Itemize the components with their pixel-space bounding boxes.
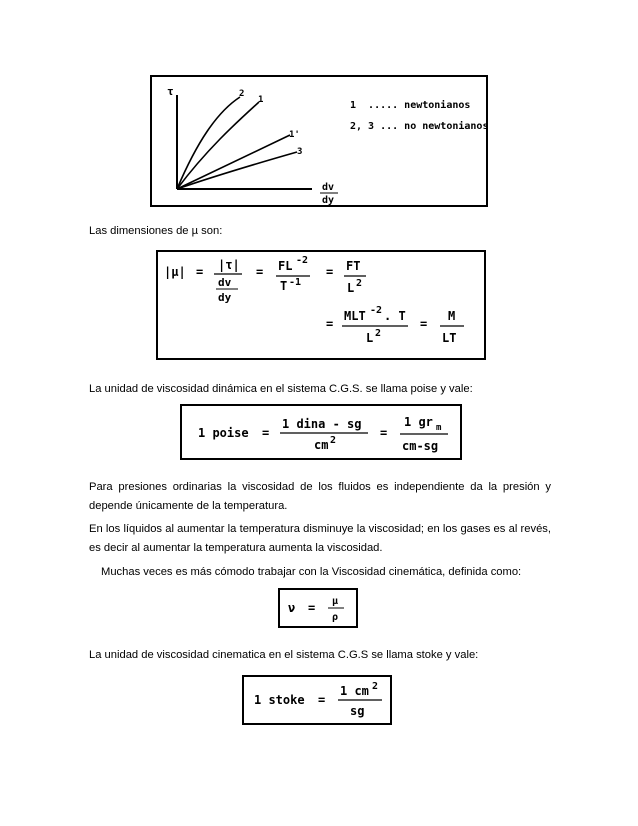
svg-text:L: L [347, 281, 355, 295]
svg-text:T: T [280, 279, 288, 293]
svg-text:cm-sg: cm-sg [402, 439, 439, 453]
svg-text:1 poise: 1 poise [198, 426, 249, 440]
svg-text:m: m [436, 423, 442, 433]
paragraph-pressure: Para presiones ordinarias la viscosidad de los fluidos es independiente da la presión y depende únicamente de la temperatura. [89, 481, 551, 512]
svg-text:=: = [420, 317, 428, 331]
kinematic-intro: Muchas veces es más cómodo trabajar con la Viscosidad cinemática, definida como: [101, 566, 522, 578]
svg-text:dv: dv [218, 276, 232, 289]
poise-formula [182, 406, 460, 458]
curve-label-2: 2 [239, 89, 245, 99]
svg-text:FT: FT [346, 259, 361, 273]
svg-text:LT: LT [442, 331, 457, 345]
viscosity-graph [152, 77, 486, 205]
svg-text:=: = [256, 265, 264, 279]
svg-text:-2: -2 [296, 255, 309, 266]
svg-text:=: = [326, 317, 334, 331]
svg-text:=: = [196, 265, 204, 279]
x-axis-label-num: dv [322, 182, 335, 193]
svg-text:sg: sg [350, 704, 365, 718]
dimensions-formula-box [156, 250, 486, 360]
svg-text:=: = [380, 426, 388, 440]
stoke-formula-box [242, 675, 392, 725]
curve-3 [177, 152, 297, 189]
svg-text:L: L [366, 331, 374, 345]
svg-text:ν: ν [288, 601, 296, 615]
kinematic-formula-box [278, 588, 358, 628]
svg-text:FL: FL [278, 259, 293, 273]
svg-text:cm: cm [314, 438, 329, 452]
svg-text:=: = [262, 426, 270, 440]
svg-text:1 dina - sg: 1 dina - sg [282, 417, 362, 431]
paragraph-temperature: En los líquidos al aumentar la temperatura disminuye la viscosidad; en los gases es al revés, es decir al aumentar la temperatura aumenta la viscosidad. [89, 523, 551, 554]
legend-line-1: 1 ..... newtonianos [350, 100, 471, 111]
svg-text:dy: dy [218, 291, 232, 304]
poise-intro: La unidad de viscosidad dinámica en el sistema C.G.S. se llama poise y vale: [89, 383, 473, 395]
svg-text:µ: µ [332, 596, 339, 607]
viscosity-graph-box [150, 75, 488, 207]
svg-text:2: 2 [356, 278, 363, 289]
svg-text:-1: -1 [289, 277, 302, 288]
svg-text:M: M [448, 309, 456, 323]
curve-label-1: 1 [258, 95, 264, 105]
svg-text:=: = [318, 693, 326, 707]
stoke-formula [244, 677, 390, 723]
svg-text:. T: . T [384, 309, 406, 323]
svg-text:ρ: ρ [332, 612, 339, 623]
poise-formula-box [180, 404, 462, 460]
legend-line-2: 2, 3 ... no newtonianos [350, 121, 486, 132]
svg-text:|τ|: |τ| [218, 258, 240, 272]
svg-text:|µ|: |µ| [164, 265, 186, 279]
y-axis-label: τ [167, 85, 174, 98]
svg-text:1 gr: 1 gr [404, 415, 433, 429]
curve-label-3: 3 [297, 147, 303, 157]
x-axis-label-den: dy [322, 195, 335, 205]
svg-text:2: 2 [330, 435, 337, 446]
dimensions-formula [158, 252, 484, 358]
svg-text:2: 2 [372, 681, 379, 692]
kinematic-formula [280, 590, 356, 626]
curve-1-prime [177, 135, 290, 189]
svg-text:1 stoke: 1 stoke [254, 693, 305, 707]
curve-2 [177, 97, 240, 189]
dimensions-intro: Las dimensiones de µ son: [89, 225, 223, 237]
svg-text:-2: -2 [370, 305, 383, 316]
svg-text:=: = [326, 265, 334, 279]
svg-text:MLT: MLT [344, 309, 366, 323]
svg-text:1 cm: 1 cm [340, 684, 369, 698]
svg-text:=: = [308, 601, 316, 615]
curve-label-1-prime: 1' [289, 130, 300, 140]
svg-text:2: 2 [375, 328, 382, 339]
stoke-intro: La unidad de viscosidad cinematica en el sistema C.G.S se llama stoke y vale: [89, 649, 479, 661]
